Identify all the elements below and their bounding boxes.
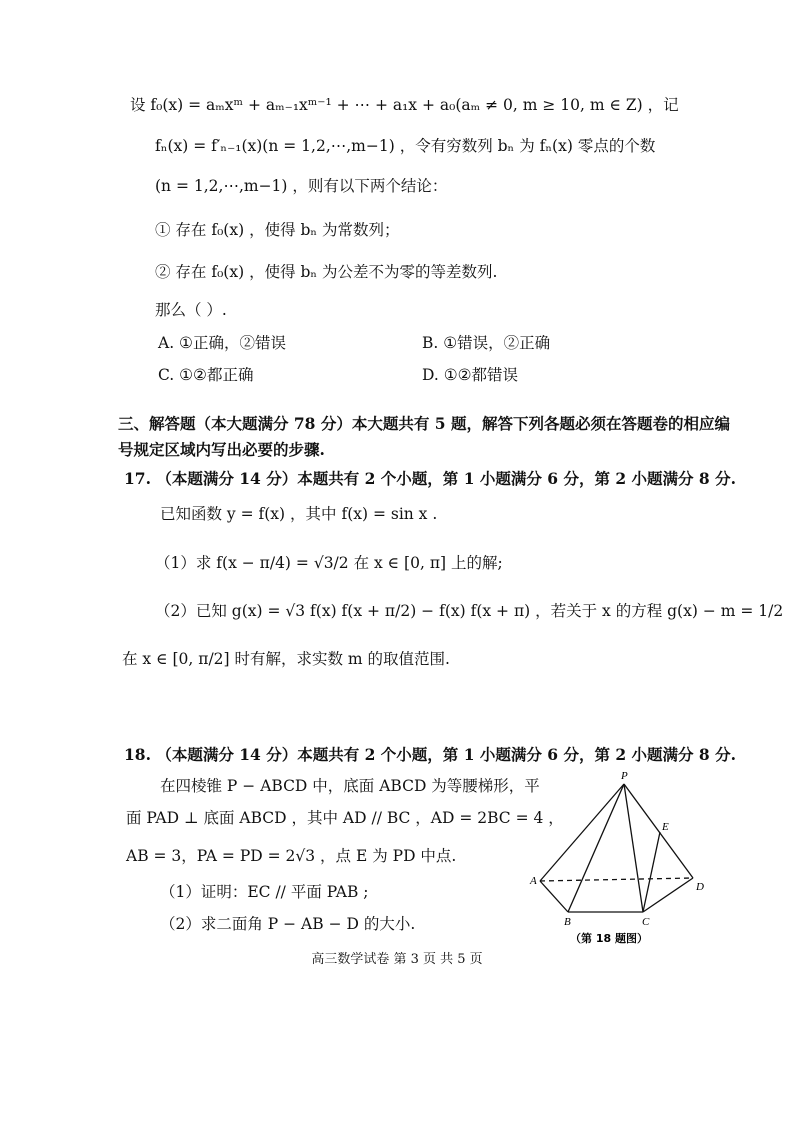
q16-line3: (n = 1,2,⋯,m−1) ，则有以下两个结论： — [155, 177, 448, 195]
edge-PB — [568, 784, 624, 912]
label-A: A — [530, 875, 537, 887]
label-B: B — [564, 916, 571, 928]
edge-AD-hidden — [540, 878, 693, 881]
label-C: C — [642, 916, 650, 928]
label-D: D — [696, 881, 704, 893]
q17-part-2-continuation: 在 x ∈ [0, π/2] 时有解，求实数 m 的取值范围. — [122, 650, 450, 668]
q17-header: 17. （本题满分 14 分）本题共有 2 个小题，第 1 小题满分 6 分，第 2 小题满分 8 分. — [124, 469, 737, 488]
q16-option-a[interactable]: A. ①正确，②错误 — [158, 334, 286, 352]
q16-option-b[interactable]: B. ①错误，②正确 — [422, 334, 551, 352]
q16-conclusion-2: ② 存在 f₀(x) ，使得 bₙ 为公差不为零的等差数列. — [155, 263, 498, 281]
q17-part-2: （2）已知 g(x) = √3 f(x) f(x + π/2) − f(x) f(x + π) ，若关于 x 的方程 g(x) − m = 1/2 — [155, 602, 784, 620]
label-E: E — [662, 821, 669, 833]
section-3-instructions-line-1: 三、解答题（本大题满分 78 分）本大题共有 5 题，解答下列各题必须在答题卷的相应编 — [118, 414, 730, 433]
edge-EC — [643, 832, 660, 912]
q18-line-2: 面 PAD ⊥ 底面 ABCD ，其中 AD // BC ，AD = 2BC = 4 ， — [126, 809, 564, 827]
q16-line1: 设 f₀(x) = aₘxᵐ + aₘ₋₁xᵐ⁻¹ + ⋯ + a₁x + a₀(aₘ ≠ 0, m ≥ 10, m ∈ Z) ，记 — [130, 96, 679, 114]
edge-PC — [624, 784, 643, 912]
edge-CD — [643, 878, 693, 912]
q16-conclusion-1: ① 存在 f₀(x) ，使得 bₙ 为常数列； — [155, 221, 400, 239]
q18-line-3: AB = 3，PA = PD = 2√3 ，点 E 为 PD 中点. — [126, 847, 457, 865]
edge-PD — [624, 784, 693, 878]
section-3-instructions-line-2: 号规定区域内写出必要的步骤. — [118, 440, 325, 459]
q18-part-1: （1）证明：EC // 平面 PAB ; — [160, 883, 369, 901]
q18-part-2: （2）求二面角 P − AB − D 的大小. — [160, 915, 416, 933]
pyramid-figure — [528, 766, 713, 951]
q18-line-1: 在四棱锥 P − ABCD 中，底面 ABCD 为等腰梯形，平 — [160, 777, 540, 795]
q16-option-d[interactable]: D. ①②都错误 — [422, 366, 519, 384]
figure-caption: （第 18 题图） — [570, 932, 648, 945]
edge-AB — [540, 881, 568, 912]
q16-option-c[interactable]: C. ①②都正确 — [158, 366, 254, 384]
edge-PA — [540, 784, 624, 881]
q17-given: 已知函数 y = f(x) ，其中 f(x) = sin x . — [160, 505, 438, 523]
q18-header: 18. （本题满分 14 分）本题共有 2 个小题，第 1 小题满分 6 分，第 2 小题满分 8 分. — [124, 745, 737, 764]
page-footer: 高三数学试卷 第 3 页 共 5 页 — [311, 952, 483, 967]
q16-line2: fₙ(x) = f′ₙ₋₁(x)(n = 1,2,⋯,m−1) ，令有穷数列 bₙ 为 fₙ(x) 零点的个数 — [155, 137, 656, 155]
q16-prompt: 那么（ ）. — [155, 301, 227, 319]
q17-part-1: （1）求 f(x − π/4) = √3/2 在 x ∈ [0, π] 上的解; — [155, 554, 503, 572]
label-P: P — [621, 770, 628, 782]
